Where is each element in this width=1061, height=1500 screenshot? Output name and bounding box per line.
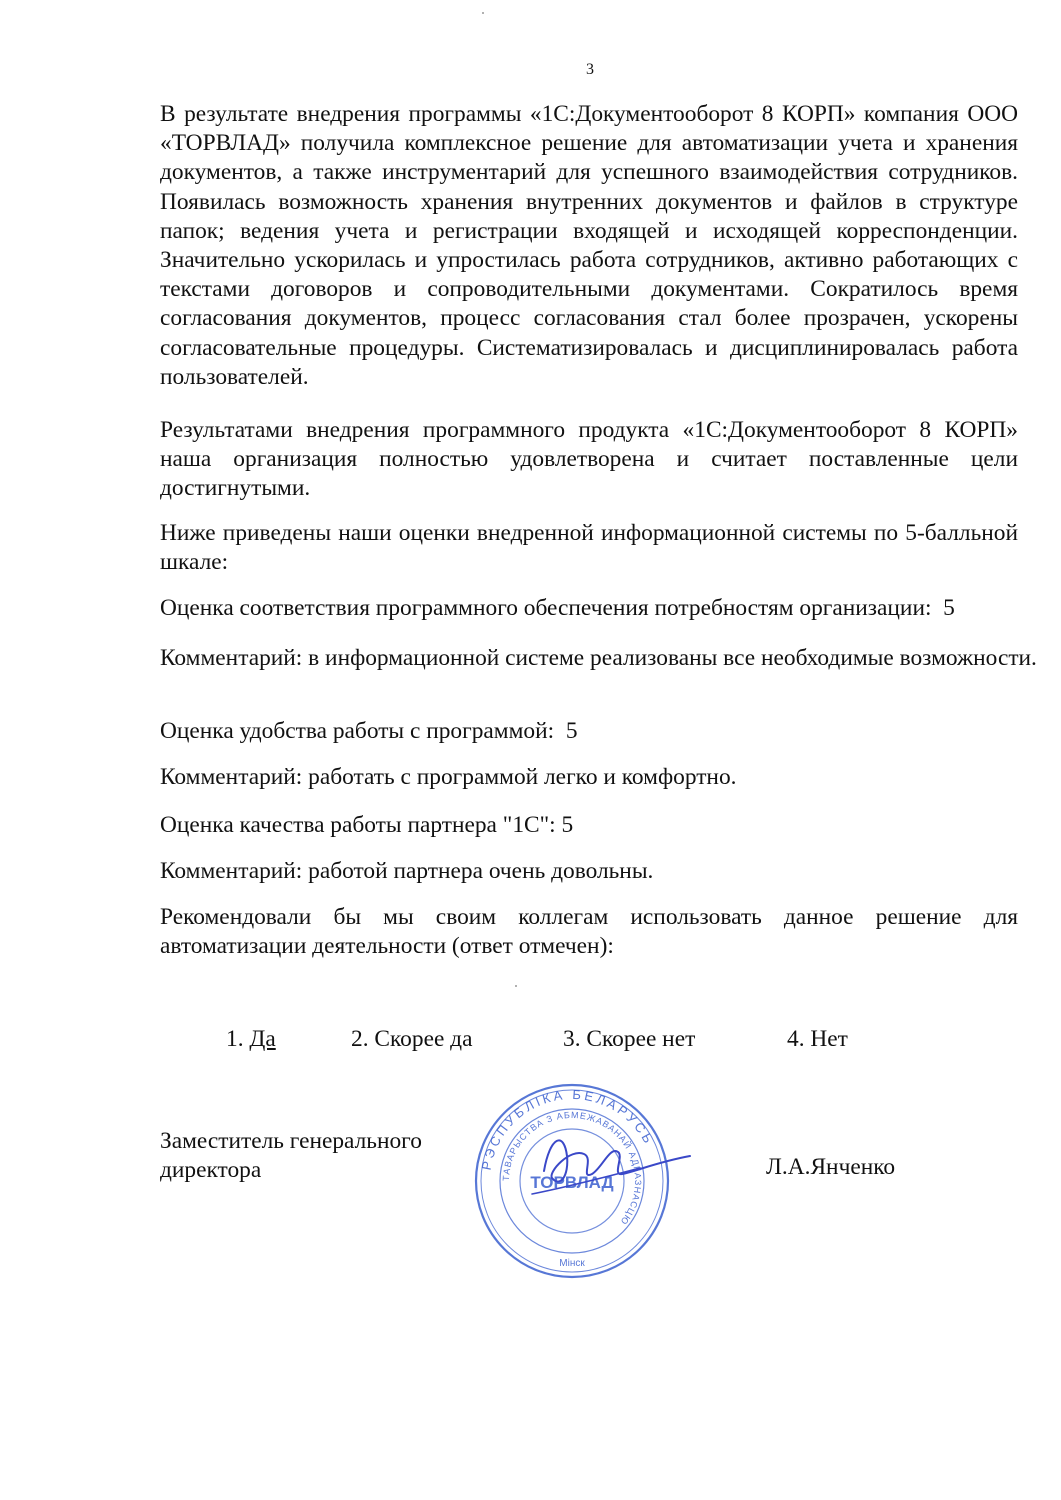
- option-number: 4.: [787, 1026, 805, 1052]
- stamp-outer-text: РЭСПУБЛІКА БЕЛАРУСЬ: [478, 1086, 658, 1172]
- rating-comment: Комментарий: работой партнера очень довольны.: [160, 858, 654, 884]
- rating-comment: Комментарий: работать с программой легко и комфортно.: [160, 764, 737, 790]
- answer-option-rather-yes: [351, 1025, 472, 1054]
- rating-label: Оценка удобства работы с программой:: [160, 718, 555, 744]
- stamp-city: Мінск: [559, 1258, 585, 1269]
- paragraph-results: Результатами внедрения программного продукта «1С:Документооборот 8 КОРП» наша организация полностью удовлетворена и считает поставленные цели достигнутыми.: [160, 417, 1018, 502]
- option-number: 2.: [351, 1026, 369, 1052]
- page-number: 3: [586, 61, 594, 78]
- rating-line: [160, 594, 1018, 623]
- scan-speck: [482, 12, 484, 14]
- company-stamp: [452, 1076, 692, 1286]
- paragraph-recommend: Рекомендовали бы мы своим коллегам использовать данное решение для автоматизации деятельности (ответ отмечен):: [160, 904, 1018, 960]
- option-label: Скорее да: [374, 1026, 473, 1052]
- option-label: Скорее нет: [586, 1026, 696, 1052]
- option-number: 3.: [563, 1026, 581, 1052]
- rating-label: Оценка соответствия программного обеспечения потребностям организации:: [160, 595, 932, 621]
- answer-option-yes: [226, 1025, 276, 1054]
- stamp-center-text: ТОРВЛАД: [530, 1173, 614, 1192]
- rating-line: [160, 811, 1018, 840]
- rating-line: [160, 717, 1018, 746]
- paragraph-intro: В результате внедрения программы «1С:Документооборот 8 КОРП» компания ООО «ТОРВЛАД» получила комплексное решение для автоматизации учета и хранения документов, а также инструментарий для успешного взаимодействия сотрудников. Появилась возможность хранения внутренних документов и файлов в структуре папок; ведения учета и регистрации входящей и исходящей корреспонденции. Значительно ускорилась и упростилась работа сотрудников, активно работающих с текстами договоров и сопроводительными документами. Сократилось время согласования документов, процесс согласования стал более прозрачен, ускорены согласовательные процедуры. Систематизировалась и дисциплинировалась работа пользователей.: [160, 101, 1018, 390]
- option-label-selected: Да: [249, 1026, 276, 1052]
- option-number: 1.: [226, 1026, 244, 1052]
- answer-option-rather-no: [563, 1025, 695, 1054]
- paragraph-ratings-intro: Ниже приведены наши оценки внедренной информационной системы по 5-балльной шкале:: [160, 520, 1018, 576]
- rating-score: 5: [565, 718, 578, 744]
- signer-position: Заместитель генерального директора: [160, 1128, 422, 1184]
- answer-option-no: [787, 1025, 848, 1054]
- stamp-inner-text: ТАВАРЫСТВА З АБМЕЖАВАНАЙ АДКАЗНАСЦЮ: [500, 1109, 644, 1228]
- rating-score: 5: [943, 595, 955, 621]
- option-label: Нет: [810, 1026, 848, 1052]
- rating-comment: Комментарий: в информационной системе реализованы все необходимые возможности.: [160, 645, 1037, 671]
- scan-speck: [515, 985, 517, 987]
- signer-name: Л.А.Янченко: [766, 1154, 896, 1180]
- rating-score: 5: [561, 812, 574, 838]
- rating-label: Оценка качества работы партнера "1С":: [160, 812, 556, 838]
